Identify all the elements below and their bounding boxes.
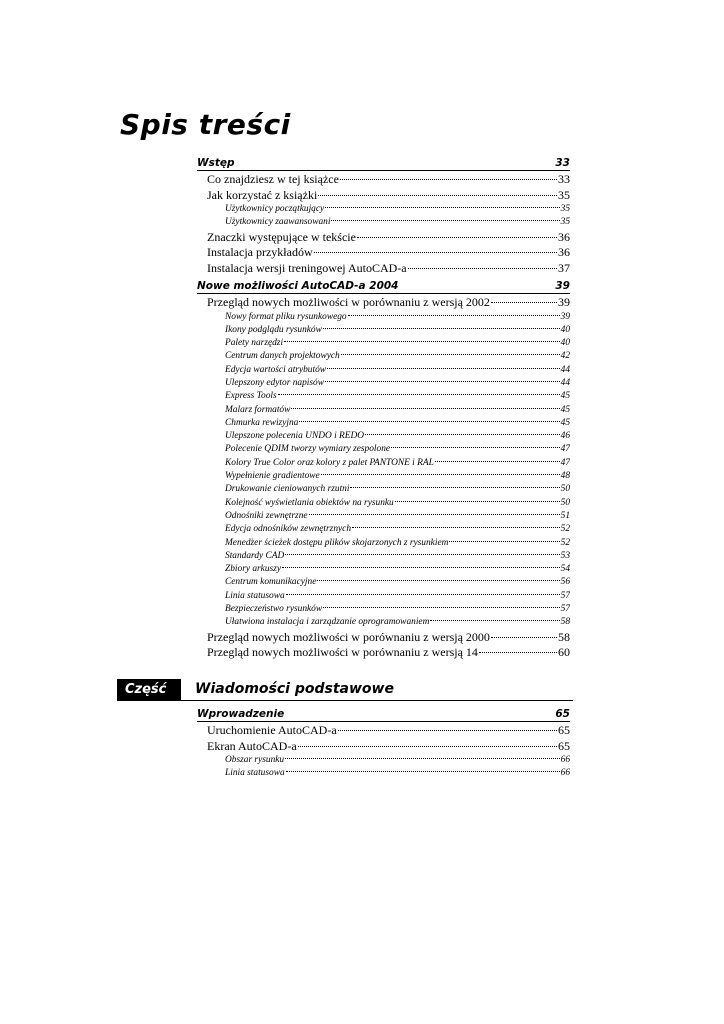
toc-subentry[interactable]	[197, 430, 570, 443]
entry-text: Zbiory arkuszy	[225, 564, 281, 575]
entry-page: 57	[560, 604, 570, 615]
entry-page: 36	[558, 229, 570, 244]
chapter-title: Wprowadzenie	[197, 708, 285, 720]
entry-page: 40	[560, 338, 570, 349]
toc-subentry[interactable]	[197, 470, 570, 483]
entry-page: 39	[560, 311, 570, 322]
entry-text: Menedżer ścieżek dostępu plików skojarzonych z rysunkiem	[225, 537, 449, 548]
entry-text: Jak korzystać z książki	[207, 187, 318, 202]
dot-leader	[449, 541, 559, 542]
toc-subentry[interactable]	[197, 563, 570, 576]
toc-subentry[interactable]	[197, 311, 570, 324]
toc-subentry[interactable]	[197, 364, 570, 377]
entry-page: 66	[560, 755, 570, 765]
page-title: Spis treści	[120, 108, 291, 141]
entry-text: Uruchomienie AutoCAD-a	[207, 723, 337, 737]
entry-text: Przegląd nowych możliwości w porównaniu z wersją 2000	[207, 629, 490, 644]
entry-page: 50	[560, 484, 570, 495]
dot-leader	[491, 637, 557, 638]
entry-page: 53	[560, 550, 570, 561]
toc-subentry[interactable]	[197, 417, 570, 430]
entry-page: 60	[558, 645, 570, 660]
entry-page: 48	[560, 471, 570, 482]
toc-subentry[interactable]	[197, 550, 570, 563]
entry-page: 36	[558, 245, 570, 260]
toc-subentry[interactable]	[197, 767, 570, 780]
toc-entry[interactable]	[197, 188, 570, 204]
entry-list	[197, 295, 570, 661]
entry-page: 50	[560, 497, 570, 508]
dot-leader	[395, 501, 560, 502]
toc-entry[interactable]	[197, 739, 570, 755]
entry-text: Polecenie QDIM tworzy wymiary zespolone	[225, 444, 391, 455]
toc-entry[interactable]	[197, 261, 570, 277]
dot-leader	[391, 447, 560, 448]
toc-subentry[interactable]	[197, 216, 570, 229]
toc-subentry[interactable]	[197, 377, 570, 390]
dot-leader	[325, 207, 559, 208]
entry-text: Przegląd nowych możliwości w porównaniu z wersją 2002	[207, 295, 490, 309]
dot-leader	[435, 461, 560, 462]
entry-page: 51	[560, 510, 570, 521]
toc-entry[interactable]	[197, 230, 570, 246]
entry-page: 42	[560, 351, 570, 362]
toc-subentry[interactable]	[197, 443, 570, 456]
entry-text: Ulepszone polecenia UNDO i REDO	[225, 431, 365, 442]
entry-page: 33	[558, 172, 570, 186]
toc-subentry[interactable]	[197, 457, 570, 470]
toc-subentry[interactable]	[197, 404, 570, 417]
toc-entry[interactable]	[197, 172, 570, 188]
entry-page: 46	[560, 431, 570, 442]
toc-subentry[interactable]	[197, 754, 570, 767]
entry-page: 52	[560, 524, 570, 535]
chapter-title: Nowe możliwości AutoCAD-a 2004	[197, 280, 399, 292]
entry-text: Centrum komunikacyjne	[225, 577, 317, 588]
entry-text: Ikony podglądu rysunków	[225, 324, 322, 335]
toc-entry[interactable]	[197, 630, 570, 646]
toc-chapter-new-features	[197, 279, 570, 661]
toc-chapter-intro	[197, 156, 570, 276]
dot-leader	[314, 252, 557, 253]
toc-subentry[interactable]	[197, 537, 570, 550]
dot-leader	[338, 730, 557, 731]
toc-subentry[interactable]	[197, 497, 570, 510]
entry-page: 35	[560, 204, 570, 214]
entry-text: Obszar rysunku	[225, 755, 285, 765]
dot-leader	[298, 746, 557, 747]
entry-page: 44	[560, 377, 570, 388]
entry-text: Standardy CAD	[225, 550, 285, 561]
dot-leader	[323, 328, 560, 329]
entry-page: 54	[560, 564, 570, 575]
entry-text: Znaczki występujące w tekście	[207, 229, 356, 244]
dot-leader	[430, 620, 559, 621]
entry-text: Edycja wartości atrybutów	[225, 364, 327, 375]
entry-page: 45	[560, 391, 570, 402]
entry-text: Linia statusowa	[225, 768, 285, 779]
dot-leader	[331, 220, 559, 221]
toc-subentry[interactable]	[197, 616, 570, 629]
dot-leader	[479, 652, 557, 653]
toc-subentry[interactable]	[197, 203, 570, 216]
dot-leader	[284, 341, 560, 342]
toc-chapter-introduction	[197, 707, 570, 781]
dot-leader	[286, 771, 560, 772]
dot-leader	[286, 594, 560, 595]
toc-entry[interactable]	[197, 295, 570, 311]
entry-page: 66	[560, 768, 570, 779]
entry-text: Użytkownicy zaawansowani	[225, 217, 331, 228]
entry-page: 39	[558, 295, 570, 309]
part-title[interactable]: Wiadomości podstawowe	[195, 681, 394, 697]
chapter-heading[interactable]	[197, 707, 570, 722]
entry-page: 44	[560, 364, 570, 375]
entry-page: 52	[560, 537, 570, 548]
entry-text: Kolory True Color oraz kolory z palet PANTONE i RAL	[225, 457, 434, 468]
chapter-page: 39	[555, 280, 570, 292]
dot-leader	[321, 474, 560, 475]
dot-leader	[350, 487, 559, 488]
chapter-heading[interactable]	[197, 279, 570, 294]
entry-page: 65	[558, 738, 570, 753]
entry-list	[197, 723, 570, 781]
toc-subentry[interactable]	[197, 324, 570, 337]
toc-entry[interactable]	[197, 723, 570, 739]
entry-text: Co znajdziesz w tej książce	[207, 172, 339, 186]
entry-page: 40	[560, 324, 570, 335]
toc-subentry[interactable]	[197, 337, 570, 350]
toc-entry[interactable]	[197, 245, 570, 261]
entry-text: Ekran AutoCAD-a	[207, 738, 297, 753]
toc-subentry[interactable]	[197, 576, 570, 589]
entry-page: 47	[560, 457, 570, 468]
entry-text: Przegląd nowych możliwości w porównaniu z wersją 14	[207, 645, 478, 660]
entry-text: Malarz formatów	[225, 404, 291, 415]
chapter-title: Wstęp	[197, 157, 235, 169]
entry-page: 45	[560, 404, 570, 415]
dot-leader	[327, 368, 560, 369]
entry-page: 35	[558, 187, 570, 202]
entry-text: Bezpieczeństwo rysunków	[225, 604, 323, 615]
entry-page: 37	[558, 260, 570, 275]
entry-text: Centrum danych projektowych	[225, 351, 340, 362]
entry-text: Użytkownicy początkujący	[225, 204, 325, 214]
dot-leader	[285, 758, 560, 759]
toc-subentry[interactable]	[197, 350, 570, 363]
dot-leader	[491, 302, 557, 303]
part-label: Część 1	[117, 679, 181, 700]
entry-text: Edycja odnośników zewnętrznych	[225, 524, 352, 535]
dot-leader	[317, 580, 559, 581]
entry-text: Instalacja wersji treningowej AutoCAD-a	[207, 260, 407, 275]
dot-leader	[408, 268, 557, 269]
dot-leader	[357, 237, 557, 238]
dot-leader	[278, 394, 560, 395]
toc-subentry[interactable]	[197, 523, 570, 536]
dot-leader	[348, 315, 560, 316]
chapter-heading[interactable]	[197, 156, 570, 171]
chapter-page: 33	[555, 157, 570, 169]
entry-text: Kolejność wyświetlania obiektów na rysunku	[225, 497, 394, 508]
entry-text: Linia statusowa	[225, 590, 285, 601]
dot-leader	[318, 195, 557, 196]
entry-page: 58	[558, 629, 570, 644]
entry-text: Wypełnienie gradientowe	[225, 471, 320, 482]
toc-subentry[interactable]	[197, 483, 570, 496]
entry-page: 57	[560, 590, 570, 601]
entry-text: Palety narzędzi	[225, 338, 284, 349]
toc-subentry[interactable]	[197, 510, 570, 523]
toc-subentry[interactable]	[197, 390, 570, 403]
dot-leader	[365, 434, 560, 435]
dot-leader	[325, 381, 560, 382]
entry-text: Drukowanie cieniowanych rzutni	[225, 484, 350, 495]
dot-leader	[291, 408, 559, 409]
dot-leader	[340, 179, 557, 180]
dot-leader	[309, 514, 560, 515]
entry-text: Nowy format pliku rysunkowego	[225, 311, 347, 322]
dot-leader	[282, 567, 560, 568]
toc-entry[interactable]	[197, 645, 570, 661]
dot-leader	[299, 421, 559, 422]
entry-page: 65	[558, 723, 570, 737]
entry-page: 35	[560, 217, 570, 228]
toc-subentry[interactable]	[197, 590, 570, 603]
entry-text: Instalacja przykładów	[207, 245, 313, 260]
entry-text: Ulepszony edytor napisów	[225, 377, 324, 388]
entry-text: Chmurka rewizyjna	[225, 417, 299, 428]
dot-leader	[341, 354, 560, 355]
entry-text: Odnośniki zewnętrzne	[225, 510, 308, 521]
dot-leader	[352, 527, 560, 528]
entry-page: 47	[560, 444, 570, 455]
entry-text: Ułatwiona instalacja i zarządzanie oprogramowaniem	[225, 617, 430, 628]
entry-page: 56	[560, 577, 570, 588]
dot-leader	[285, 554, 559, 555]
toc-subentry[interactable]	[197, 603, 570, 616]
entry-list	[197, 172, 570, 276]
entry-text: Express Tools	[225, 391, 277, 402]
chapter-page: 65	[555, 708, 570, 720]
dot-leader	[323, 607, 560, 608]
entry-page: 45	[560, 417, 570, 428]
entry-page: 58	[560, 617, 570, 628]
